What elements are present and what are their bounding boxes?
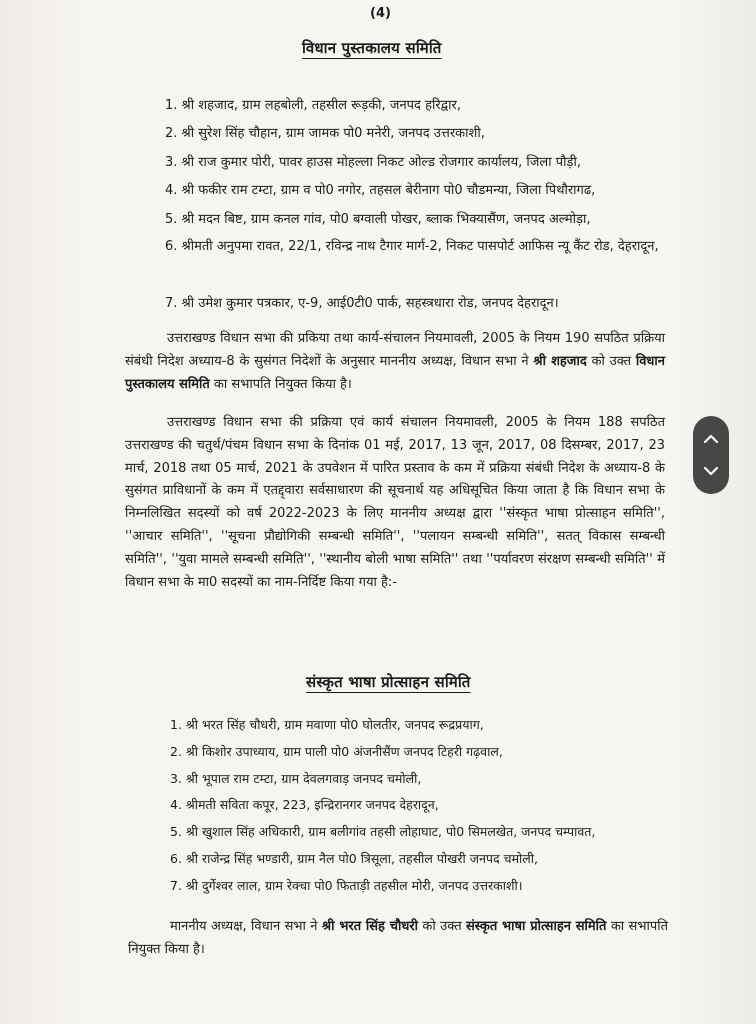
- page-number: (4): [370, 6, 391, 21]
- sanskrit-committee-member-list: [170, 712, 595, 900]
- list-item: 3. श्री राज कुमार पोरी, पावर हाउस मोहल्ला निकट ओल्ड रोजगार कार्यालय, जिला पौड़ी,: [165, 154, 581, 170]
- list-item: 4. श्री फकीर राम टम्टा, ग्राम व पो0 नगोर, तहसल बेरीनाग पो0 चौडमन्या, जिला पिथौरागढ,: [165, 183, 596, 199]
- library-committee-chair-paragraph: [125, 328, 665, 396]
- paragraph-text: का सभापति नियुक्त किया है।: [209, 376, 352, 392]
- paragraph-text: को उक्त: [586, 353, 636, 369]
- list-item: 7. श्री दुर्गेश्वर लाल, ग्राम रेक्चा पो0 फिताड़ी तहसील मोरी, जनपद उत्तरकाशी।: [170, 877, 523, 893]
- section-title-library-committee: विधान पुस्तकालय समिति: [302, 39, 442, 57]
- list-item: 6. श्री राजेन्द्र सिंह भण्डारी, ग्राम नैल पो0 त्रिसूला, तहसील पोखरी जनपद चमोली,: [170, 850, 538, 866]
- paragraph-text: माननीय अध्यक्ष, विधान सभा ने: [170, 919, 322, 934]
- notification-paragraph: [125, 412, 665, 594]
- section-title-sanskrit-committee: संस्कृत भाषा प्रोत्साहन समिति: [306, 673, 471, 691]
- chairperson-name: श्री शहजाद: [533, 353, 587, 369]
- list-item: 5. श्री खुशाल सिंह अधिकारी, ग्राम बलीगांव तहसी लोहाघाट, पो0 सिमलखेत, जनपद चम्पावत,: [170, 824, 596, 840]
- chairperson-name: श्री भरत सिंह चौधरी: [321, 919, 419, 934]
- list-item: 1. श्री शहजाद, ग्राम लहबोली, तहसील रूड़की, जनपद हरिद्वार,: [165, 98, 461, 113]
- paragraph-text: उत्तराखण्ड विधान सभा की प्रक्रिया एवं कार्य संचालन नियमावली, 2005 के नियम 188 सपठित उत्तराखण्ड की चतुर्थ/पंचम विधान सभा के दिनांक 01 मई, 2017, 13 जून, 2017, 08 दिसम्बर, 2017, 23 मार्च, 2018 तथा 05 मार्च, 2021 के उपवेशन में पारित प्रस्ताव के कम में प्रक्रिया संबंधी निदेश के अध्याय-8 के सुसंगत प्राविधानों के कम में एतद्द्वारा सर्वसाधारण की सूचनार्थ यह अधिसूचित किया जाता है कि विधान सभा के निम्नलिखित सदस्यों को वर्ष 2022-2023 के लिए माननीय अध्यक्ष द्वारा ''संस्कृत भाषा प्रोत्साहन समिति'', ''आचार समिति'', ''सूचना प्रौद्योगिकी सम्बन्धी समिति'', ''पलायन सम्बन्धी समिति'', सतत् विकास सम्बन्धी समिति'', ''युवा मामले सम्बन्धी समिति'', ''स्थानीय बोली भाषा समिति'' तथा ''पर्यावरण संरक्षण सम्बन्धी समिति'' में विधान सभा के मा0 सदस्यों का नाम-निर्दिष्ट किया गया है:-: [125, 415, 665, 590]
- list-item: 3. श्री भूपाल राम टम्टा, ग्राम देवलगवाड़ जनपद चमोली,: [170, 770, 422, 786]
- committee-name: विधान पुस्तकालय समिति: [125, 353, 666, 392]
- list-item: 2. श्री सुरेश सिंह चौहान, ग्राम जामक पो0 मनेरी, जनपद उत्तरकाशी,: [165, 126, 485, 142]
- list-item: 4. श्रीमती सविता कपूर, 223, इन्द्रिरानगर जनपद देहरादून,: [170, 797, 439, 813]
- list-item: 6. श्रीमती अनुपमा रावत, 22/1, रविन्द्र नाथ टैगार मार्ग-2, निकट पासपोर्ट आफिस न्यू कैंट रोड, देहरादून,: [165, 238, 659, 254]
- list-item: 7. श्री उमेश कुमार पत्रकार, ए-9, आई0टी0 पार्क, सहस्त्रधारा रोड, जनपद देहरादून।: [165, 295, 559, 311]
- paragraph-text: को उक्त: [418, 919, 467, 934]
- chevron-up-icon[interactable]: [702, 430, 720, 448]
- list-item: 2. श्री किशोर उपाध्याय, ग्राम पाली पो0 अंजनीसैंण जनपद टिहरी गढ़वाल,: [170, 743, 503, 759]
- paragraph-text: का सभापति नियुक्त किया है।: [128, 919, 669, 957]
- sanskrit-committee-chair-paragraph: [128, 916, 668, 962]
- chevron-down-icon[interactable]: [702, 462, 720, 480]
- scroll-navigation-control: [693, 416, 729, 494]
- list-item: 5. श्री मदन बिष्ट, ग्राम कनल गांव, पो0 बग्वाली पोखर, ब्लाक भिक्यासैंण, जनपद अल्मोड़ा,: [165, 211, 591, 227]
- library-committee-member-list: [165, 92, 685, 318]
- paragraph-text: उत्तराखण्ड विधान सभा की प्रकिया तथा कार्य-संचालन नियमावली, 2005 के नियम 190 सपठित प्रक्रिया संबंधी निदेश अध्याय-8 के सुसंगत निदेशों के अनुसार माननीय अध्यक्ष, विधान सभा ने: [125, 331, 665, 369]
- committee-name: संस्कृत भाषा प्रोत्साहन समिति: [466, 919, 607, 934]
- list-item: 1. श्री भरत सिंह चौधरी, ग्राम मवाणा पो0 घोलतीर, जनपद रूद्रप्रयाग,: [170, 717, 484, 732]
